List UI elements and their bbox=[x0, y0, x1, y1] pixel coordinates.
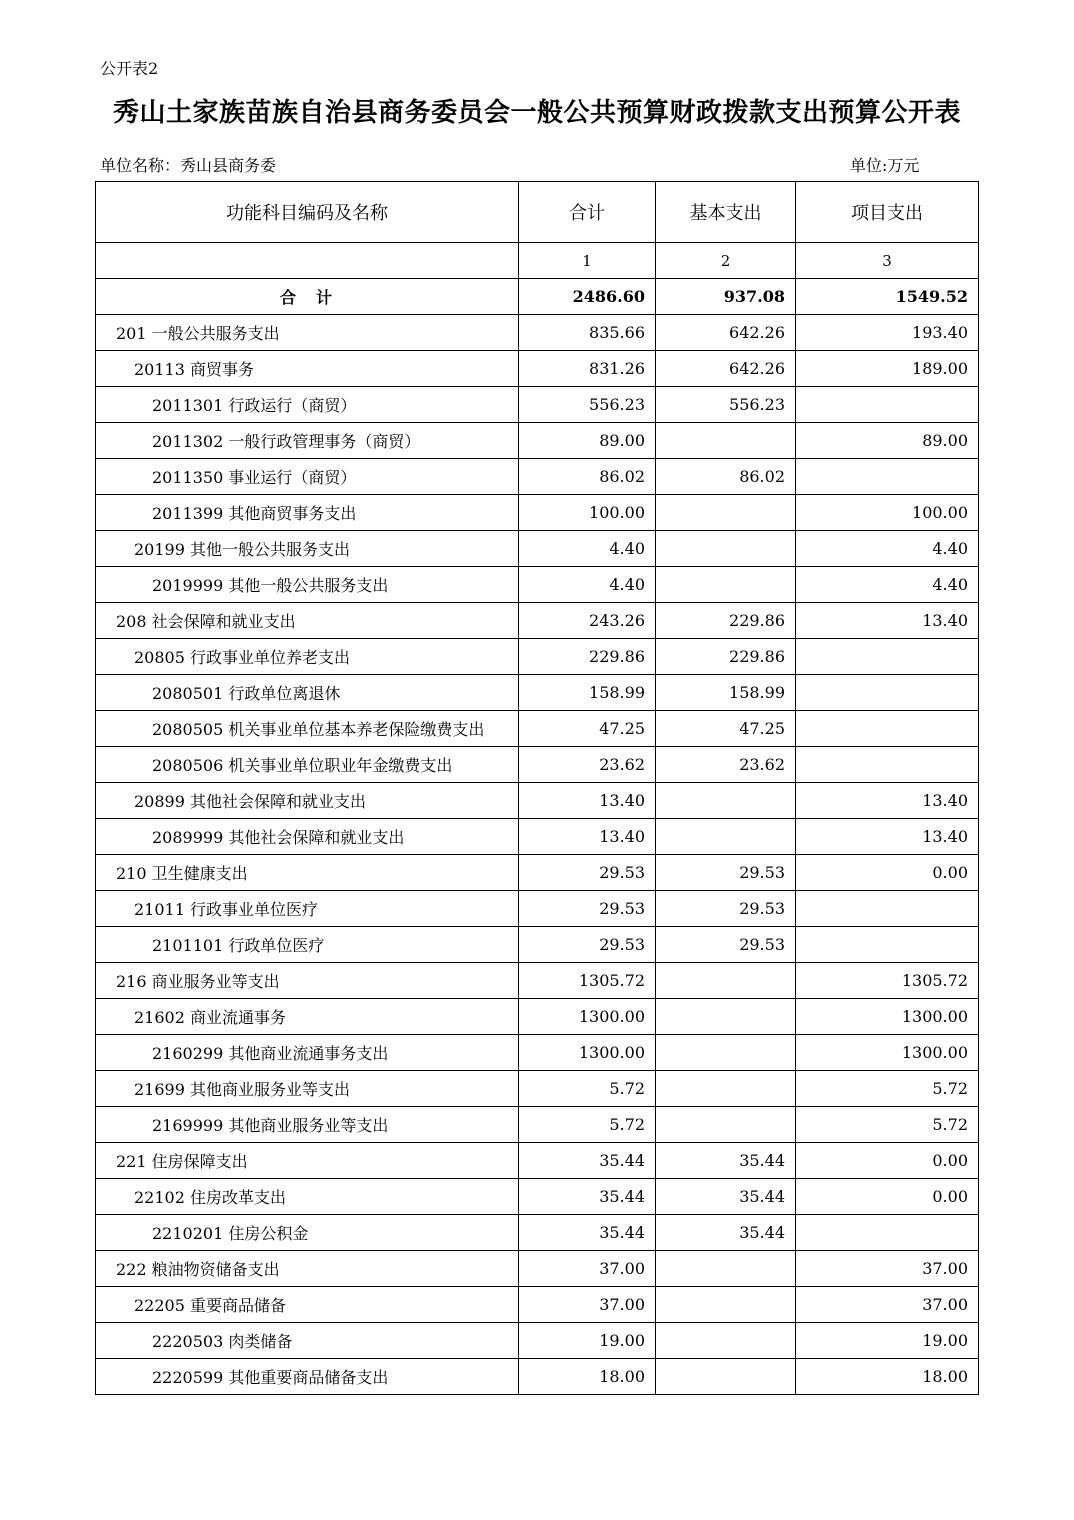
basic-cell: 29.53 bbox=[656, 891, 796, 927]
project-cell: 193.40 bbox=[796, 315, 979, 351]
project-cell: 37.00 bbox=[796, 1251, 979, 1287]
total-sum: 2486.60 bbox=[519, 279, 656, 315]
basic-cell bbox=[656, 1251, 796, 1287]
total-cell: 29.53 bbox=[519, 927, 656, 963]
project-cell: 5.72 bbox=[796, 1107, 979, 1143]
project-cell: 18.00 bbox=[796, 1359, 979, 1395]
category-cell: 2101101 行政单位医疗 bbox=[96, 927, 519, 963]
category-cell: 216 商业服务业等支出 bbox=[96, 963, 519, 999]
basic-cell bbox=[656, 1287, 796, 1323]
table-row bbox=[96, 855, 979, 891]
table-row bbox=[96, 1323, 979, 1359]
table-row bbox=[96, 459, 979, 495]
basic-cell: 642.26 bbox=[656, 351, 796, 387]
total-label: 合 计 bbox=[96, 279, 519, 315]
project-cell bbox=[796, 711, 979, 747]
category-cell: 2169999 其他商业服务业等支出 bbox=[96, 1107, 519, 1143]
project-cell bbox=[796, 387, 979, 423]
table-row bbox=[96, 603, 979, 639]
project-cell: 0.00 bbox=[796, 855, 979, 891]
table-row bbox=[96, 891, 979, 927]
category-cell: 222 粮油物资储备支出 bbox=[96, 1251, 519, 1287]
table-row bbox=[96, 1107, 979, 1143]
category-cell: 2210201 住房公积金 bbox=[96, 1215, 519, 1251]
table-row bbox=[96, 1071, 979, 1107]
basic-cell: 47.25 bbox=[656, 711, 796, 747]
total-cell: 29.53 bbox=[519, 855, 656, 891]
project-cell: 19.00 bbox=[796, 1323, 979, 1359]
total-cell: 13.40 bbox=[519, 783, 656, 819]
project-cell: 1300.00 bbox=[796, 999, 979, 1035]
category-cell: 2011350 事业运行（商贸） bbox=[96, 459, 519, 495]
project-cell bbox=[796, 639, 979, 675]
table-row bbox=[96, 1215, 979, 1251]
total-cell: 35.44 bbox=[519, 1143, 656, 1179]
basic-cell bbox=[656, 495, 796, 531]
table-row bbox=[96, 963, 979, 999]
total-cell: 5.72 bbox=[519, 1071, 656, 1107]
total-cell: 35.44 bbox=[519, 1215, 656, 1251]
basic-cell bbox=[656, 1035, 796, 1071]
currency-unit-label: 单位:万元 bbox=[850, 156, 920, 175]
table-row bbox=[96, 1251, 979, 1287]
total-cell: 5.72 bbox=[519, 1107, 656, 1143]
project-cell: 5.72 bbox=[796, 1071, 979, 1107]
category-cell: 2011302 一般行政管理事务（商贸） bbox=[96, 423, 519, 459]
header-project: 项目支出 bbox=[796, 182, 979, 243]
total-basic: 937.08 bbox=[656, 279, 796, 315]
project-cell: 1305.72 bbox=[796, 963, 979, 999]
basic-cell bbox=[656, 1359, 796, 1395]
project-cell: 0.00 bbox=[796, 1143, 979, 1179]
table-row bbox=[96, 351, 979, 387]
project-cell: 89.00 bbox=[796, 423, 979, 459]
index-cell: 1 bbox=[519, 243, 656, 279]
basic-cell: 29.53 bbox=[656, 855, 796, 891]
index-cell: 2 bbox=[656, 243, 796, 279]
table-row bbox=[96, 711, 979, 747]
project-cell bbox=[796, 1215, 979, 1251]
table-row bbox=[96, 531, 979, 567]
basic-cell: 556.23 bbox=[656, 387, 796, 423]
table-row bbox=[96, 747, 979, 783]
basic-cell bbox=[656, 963, 796, 999]
table-row bbox=[96, 1143, 979, 1179]
project-cell bbox=[796, 459, 979, 495]
total-row bbox=[96, 279, 979, 315]
total-cell: 158.99 bbox=[519, 675, 656, 711]
table-row bbox=[96, 999, 979, 1035]
project-cell bbox=[796, 675, 979, 711]
header-total: 合计 bbox=[519, 182, 656, 243]
basic-cell: 86.02 bbox=[656, 459, 796, 495]
total-cell: 1300.00 bbox=[519, 1035, 656, 1071]
category-cell: 201 一般公共服务支出 bbox=[96, 315, 519, 351]
total-cell: 1305.72 bbox=[519, 963, 656, 999]
category-cell: 20805 行政事业单位养老支出 bbox=[96, 639, 519, 675]
total-cell: 835.66 bbox=[519, 315, 656, 351]
basic-cell bbox=[656, 567, 796, 603]
total-cell: 100.00 bbox=[519, 495, 656, 531]
unit-name-label: 单位名称：秀山县商务委 bbox=[100, 156, 277, 175]
basic-cell: 642.26 bbox=[656, 315, 796, 351]
basic-cell: 35.44 bbox=[656, 1179, 796, 1215]
category-cell: 2080501 行政单位离退休 bbox=[96, 675, 519, 711]
table-row bbox=[96, 423, 979, 459]
project-cell: 13.40 bbox=[796, 819, 979, 855]
form-number: 公开表2 bbox=[100, 59, 159, 78]
basic-cell: 35.44 bbox=[656, 1215, 796, 1251]
category-cell: 2011399 其他商贸事务支出 bbox=[96, 495, 519, 531]
total-cell: 18.00 bbox=[519, 1359, 656, 1395]
total-cell: 29.53 bbox=[519, 891, 656, 927]
total-cell: 89.00 bbox=[519, 423, 656, 459]
basic-cell bbox=[656, 819, 796, 855]
category-cell: 21699 其他商业服务业等支出 bbox=[96, 1071, 519, 1107]
table-row bbox=[96, 1287, 979, 1323]
project-cell: 13.40 bbox=[796, 603, 979, 639]
basic-cell bbox=[656, 423, 796, 459]
category-cell: 2011301 行政运行（商贸） bbox=[96, 387, 519, 423]
basic-cell bbox=[656, 1107, 796, 1143]
project-cell bbox=[796, 891, 979, 927]
table-row bbox=[96, 1359, 979, 1395]
total-cell: 35.44 bbox=[519, 1179, 656, 1215]
project-cell: 4.40 bbox=[796, 531, 979, 567]
basic-cell bbox=[656, 1071, 796, 1107]
category-cell: 2220599 其他重要商品储备支出 bbox=[96, 1359, 519, 1395]
category-cell: 21602 商业流通事务 bbox=[96, 999, 519, 1035]
table-row bbox=[96, 315, 979, 351]
total-cell: 37.00 bbox=[519, 1251, 656, 1287]
table-row bbox=[96, 783, 979, 819]
basic-cell bbox=[656, 999, 796, 1035]
total-cell: 23.62 bbox=[519, 747, 656, 783]
total-cell: 19.00 bbox=[519, 1323, 656, 1359]
category-cell: 2089999 其他社会保障和就业支出 bbox=[96, 819, 519, 855]
category-cell: 2019999 其他一般公共服务支出 bbox=[96, 567, 519, 603]
index-cell: 3 bbox=[796, 243, 979, 279]
basic-cell bbox=[656, 1323, 796, 1359]
table-row bbox=[96, 819, 979, 855]
project-cell: 0.00 bbox=[796, 1179, 979, 1215]
category-cell: 22205 重要商品储备 bbox=[96, 1287, 519, 1323]
project-cell: 1300.00 bbox=[796, 1035, 979, 1071]
total-cell: 556.23 bbox=[519, 387, 656, 423]
category-cell: 20899 其他社会保障和就业支出 bbox=[96, 783, 519, 819]
project-cell: 37.00 bbox=[796, 1287, 979, 1323]
header-basic: 基本支出 bbox=[656, 182, 796, 243]
table-row bbox=[96, 675, 979, 711]
basic-cell: 229.86 bbox=[656, 639, 796, 675]
total-cell: 1300.00 bbox=[519, 999, 656, 1035]
total-cell: 13.40 bbox=[519, 819, 656, 855]
index-cell bbox=[96, 243, 519, 279]
table-row bbox=[96, 1035, 979, 1071]
category-cell: 21011 行政事业单位医疗 bbox=[96, 891, 519, 927]
total-cell: 4.40 bbox=[519, 567, 656, 603]
category-cell: 2160299 其他商业流通事务支出 bbox=[96, 1035, 519, 1071]
basic-cell: 29.53 bbox=[656, 927, 796, 963]
total-cell: 243.26 bbox=[519, 603, 656, 639]
table-row bbox=[96, 495, 979, 531]
project-cell: 13.40 bbox=[796, 783, 979, 819]
category-cell: 210 卫生健康支出 bbox=[96, 855, 519, 891]
project-cell bbox=[796, 927, 979, 963]
category-cell: 2080505 机关事业单位基本养老保险缴费支出 bbox=[96, 711, 519, 747]
total-project: 1549.52 bbox=[796, 279, 979, 315]
category-cell: 20199 其他一般公共服务支出 bbox=[96, 531, 519, 567]
header-category: 功能科目编码及名称 bbox=[96, 182, 519, 243]
basic-cell bbox=[656, 783, 796, 819]
category-cell: 20113 商贸事务 bbox=[96, 351, 519, 387]
total-cell: 831.26 bbox=[519, 351, 656, 387]
basic-cell bbox=[656, 531, 796, 567]
category-cell: 2220503 肉类储备 bbox=[96, 1323, 519, 1359]
table-row bbox=[96, 639, 979, 675]
header-row bbox=[96, 182, 979, 243]
basic-cell: 35.44 bbox=[656, 1143, 796, 1179]
total-cell: 86.02 bbox=[519, 459, 656, 495]
category-cell: 2080506 机关事业单位职业年金缴费支出 bbox=[96, 747, 519, 783]
project-cell: 100.00 bbox=[796, 495, 979, 531]
total-cell: 37.00 bbox=[519, 1287, 656, 1323]
project-cell: 4.40 bbox=[796, 567, 979, 603]
project-cell: 189.00 bbox=[796, 351, 979, 387]
basic-cell: 229.86 bbox=[656, 603, 796, 639]
table-row bbox=[96, 387, 979, 423]
basic-cell: 158.99 bbox=[656, 675, 796, 711]
total-cell: 229.86 bbox=[519, 639, 656, 675]
table-row bbox=[96, 1179, 979, 1215]
total-cell: 47.25 bbox=[519, 711, 656, 747]
project-cell bbox=[796, 747, 979, 783]
budget-table bbox=[95, 181, 979, 1395]
basic-cell: 23.62 bbox=[656, 747, 796, 783]
table-row bbox=[96, 927, 979, 963]
category-cell: 221 住房保障支出 bbox=[96, 1143, 519, 1179]
total-cell: 4.40 bbox=[519, 531, 656, 567]
page-title: 秀山土家族苗族自治县商务委员会一般公共预算财政拨款支出预算公开表 bbox=[112, 98, 961, 128]
category-cell: 208 社会保障和就业支出 bbox=[96, 603, 519, 639]
table-row bbox=[96, 567, 979, 603]
column-index-row bbox=[96, 243, 979, 279]
category-cell: 22102 住房改革支出 bbox=[96, 1179, 519, 1215]
